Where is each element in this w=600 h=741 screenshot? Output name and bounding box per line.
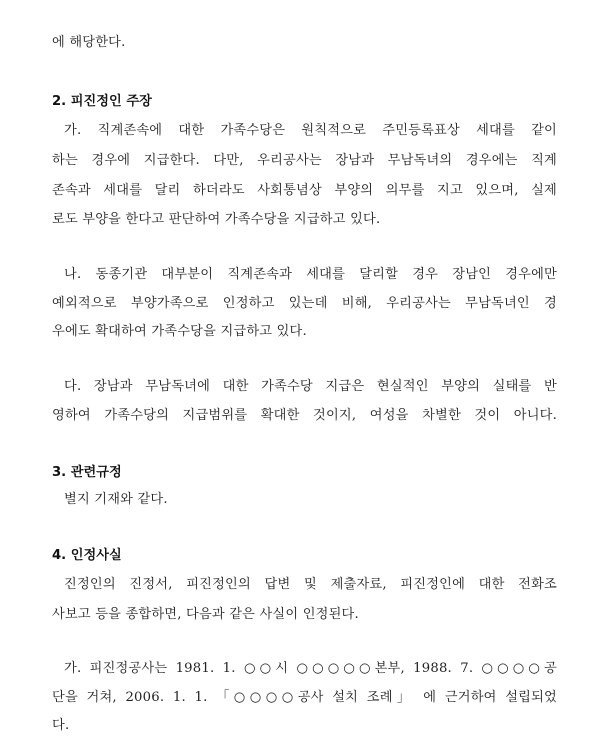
- text-line: 별지 기재와 같다.: [64, 492, 168, 507]
- text-line: 영하여 가족수당의 지급범위를 확대한 것이지, 여성을 차별한 것이 아니다.: [52, 408, 557, 423]
- text-line: 로도 부양을 한다고 판단하여 가족수당을 지급하고 있다.: [52, 212, 381, 227]
- text-line: 가. 직계존속에 대한 가족수당은 원칙적으로 주민등록표상 세대를 같이: [64, 123, 557, 138]
- text-line: 예외적으로 부양가족으로 인정하고 있는데 비해, 우리공사는 무남독녀인 경: [52, 296, 557, 311]
- section-heading-findings: 4. 인정사실: [52, 548, 122, 563]
- text-line: 우에도 확대하여 가족수당을 지급하고 있다.: [52, 324, 307, 339]
- text-line: 가. 피진정공사는 1981. 1. ○○시 ○○○○○본부, 1988. 7. ○○○○공: [64, 661, 557, 676]
- text-line: 하는 경우에 지급한다. 다만, 우리공사는 장남과 무남독녀의 경우에는 직계: [52, 153, 557, 168]
- text-line: 나. 동종기관 대부분이 직계존속과 세대를 달리할 경우 장남인 경우에만: [64, 267, 557, 282]
- text-line: 존속과 세대를 달리 하더라도 사회통념상 부양의 의무를 지고 있으며, 실제: [52, 183, 557, 198]
- text-line: 다.: [52, 718, 70, 733]
- section-heading-respondent-claim: 2. 피진정인 주장: [52, 94, 152, 109]
- text-line: 사보고 등을 종합하면, 다음과 같은 사실이 인정된다.: [52, 607, 359, 622]
- text-line: 다. 장남과 무남독녀에 대한 가족수당 지급은 현실적인 부양의 실태를 반: [64, 379, 557, 394]
- text-line: 진정인의 진정서, 피진정인의 답변 및 제출자료, 피진정인에 대한 전화조: [64, 577, 557, 592]
- section-heading-related-rules: 3. 관련규정: [52, 465, 122, 480]
- text-line: 에 해당한다.: [52, 35, 126, 50]
- text-line: 단을 거쳐, 2006. 1. 1. 「○○○○공사 설치 조례」 에 근거하여 설립되었: [52, 690, 557, 705]
